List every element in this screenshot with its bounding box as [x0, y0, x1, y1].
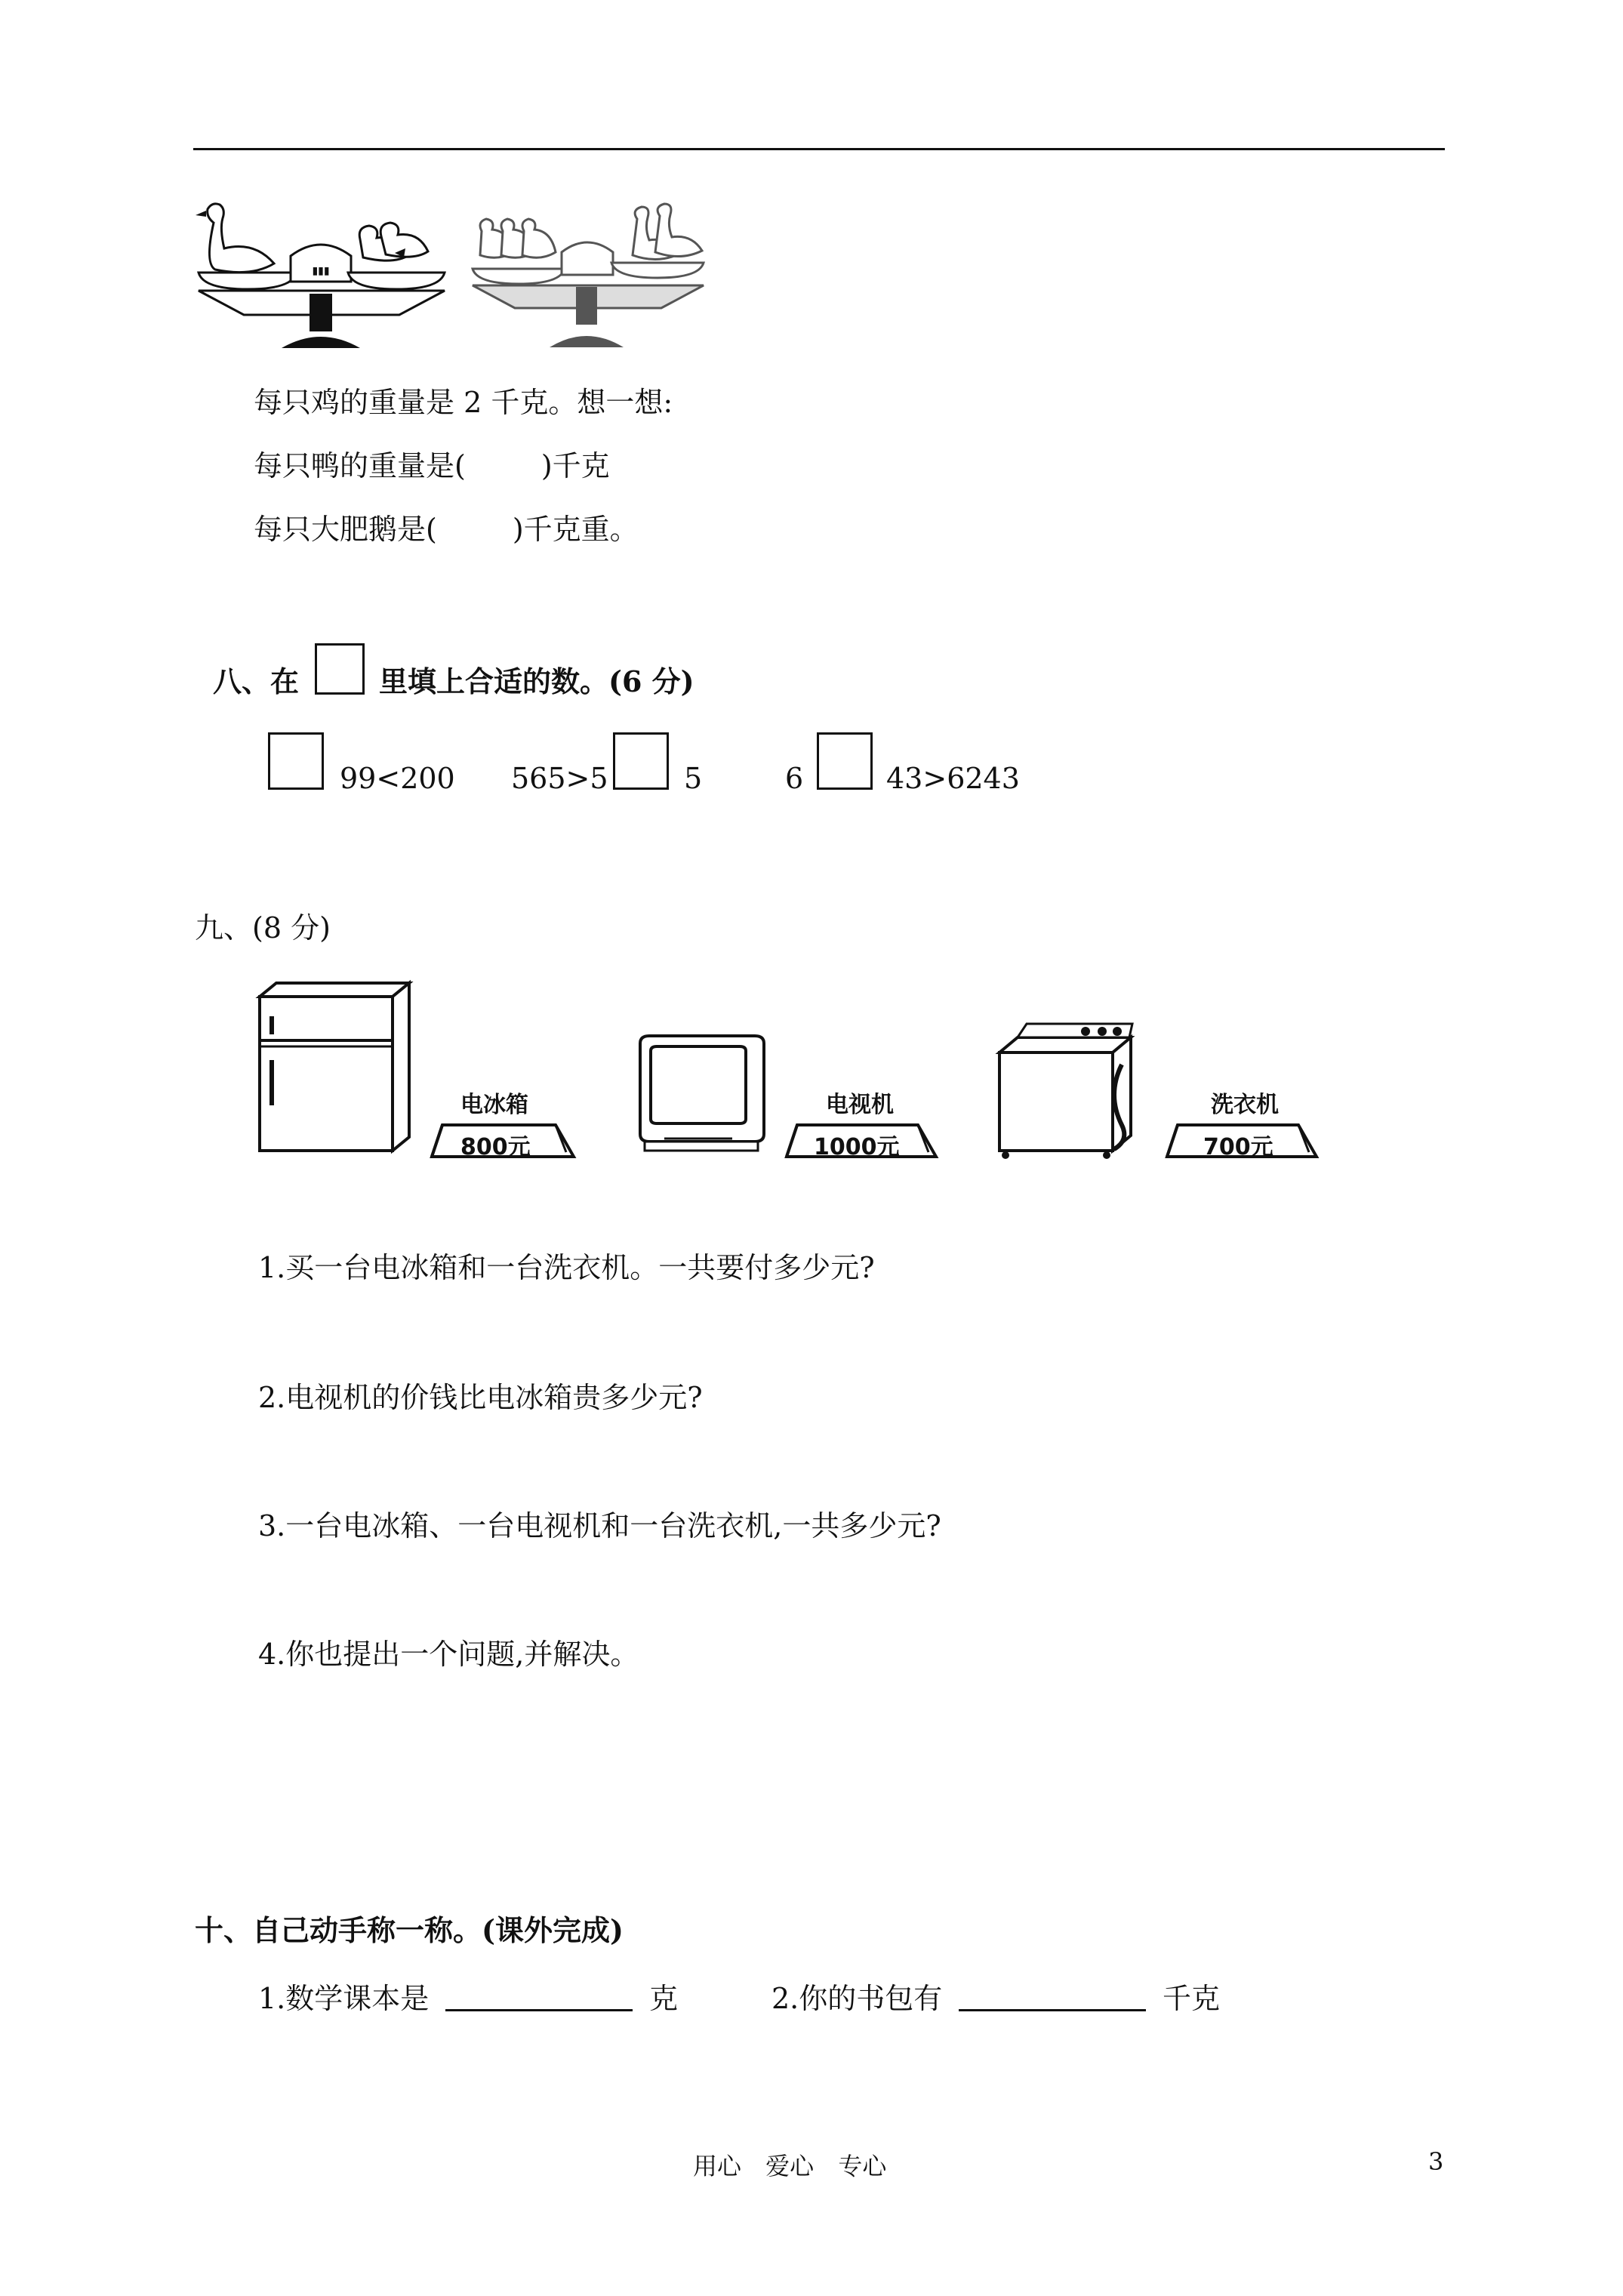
item3-before: 6 — [785, 762, 804, 795]
fill-box-1[interactable] — [268, 732, 324, 790]
header-rule — [193, 148, 1445, 150]
chicken-weight-statement: 每只鸡的重量是 2 千克。想一想: — [254, 386, 673, 419]
washing-machine-name: 洗衣机 — [1211, 1092, 1279, 1118]
textbook-weight-unit: 克 — [649, 1982, 679, 2015]
item2-after: 5 — [684, 762, 703, 795]
tv-name: 电视机 — [826, 1092, 894, 1118]
duck-question-suffix: )千克 — [540, 449, 610, 482]
goose-question-suffix: )千克重。 — [512, 513, 639, 546]
section-8-title-prefix: 八、在 — [213, 664, 300, 698]
tv-price: 1000元 — [814, 1134, 900, 1160]
section-8-title-box — [315, 643, 365, 695]
item1-after: 99<200 — [340, 762, 455, 795]
footer-slogan: 用心 爱心 专心 — [693, 2152, 887, 2180]
schoolbag-weight-unit: 千克 — [1163, 1982, 1221, 2015]
question-2: 2.电视机的价钱比电冰箱贵多少元? — [258, 1381, 703, 1414]
tv-illustration — [634, 1033, 770, 1155]
scale-chickens-geese-illustration — [467, 204, 708, 355]
item2-before: 565>5 — [511, 762, 608, 795]
section-8-title-suffix: 里填上合适的数。(6 分) — [379, 664, 694, 698]
textbook-weight-label: 1.数学课本是 — [258, 1982, 430, 2015]
question-3: 3.一台电冰箱、一台电视机和一台洗衣机,一共多少元? — [258, 1509, 941, 1542]
duck-weight-answer-blank[interactable] — [482, 451, 557, 480]
item3-after: 43>6243 — [886, 762, 1020, 795]
fill-box-2[interactable] — [613, 732, 669, 790]
scale-goose-ducks-illustration — [192, 200, 449, 355]
fridge-name: 电冰箱 — [460, 1092, 528, 1118]
svg-text:▮▮▮: ▮▮▮ — [312, 265, 330, 277]
question-1: 1.买一台电冰箱和一台洗衣机。一共要付多少元? — [258, 1251, 875, 1284]
section-9-title: 九、(8 分) — [195, 911, 331, 945]
schoolbag-weight-blank[interactable] — [959, 2009, 1146, 2011]
washing-machine-price: 700元 — [1203, 1134, 1273, 1160]
goose-weight-question — [254, 515, 639, 544]
duck-weight-question — [254, 451, 610, 480]
duck-question-prefix: 每只鸭的重量是( — [254, 449, 466, 482]
textbook-weight-blank[interactable] — [445, 2009, 633, 2011]
page-number: 3 — [1428, 2147, 1444, 2176]
fill-box-3[interactable] — [817, 732, 873, 790]
section-8-title — [213, 664, 300, 698]
fridge-price: 800元 — [460, 1134, 531, 1160]
washing-machine-illustration — [993, 1019, 1138, 1160]
goose-question-prefix: 每只大肥鹅是( — [254, 513, 437, 546]
fridge-illustration — [254, 978, 412, 1157]
section-10-title: 十、自己动手称一称。(课外完成) — [195, 1913, 624, 1947]
schoolbag-weight-label: 2.你的书包有 — [771, 1982, 943, 2015]
question-4: 4.你也提出一个问题,并解决。 — [258, 1638, 639, 1671]
